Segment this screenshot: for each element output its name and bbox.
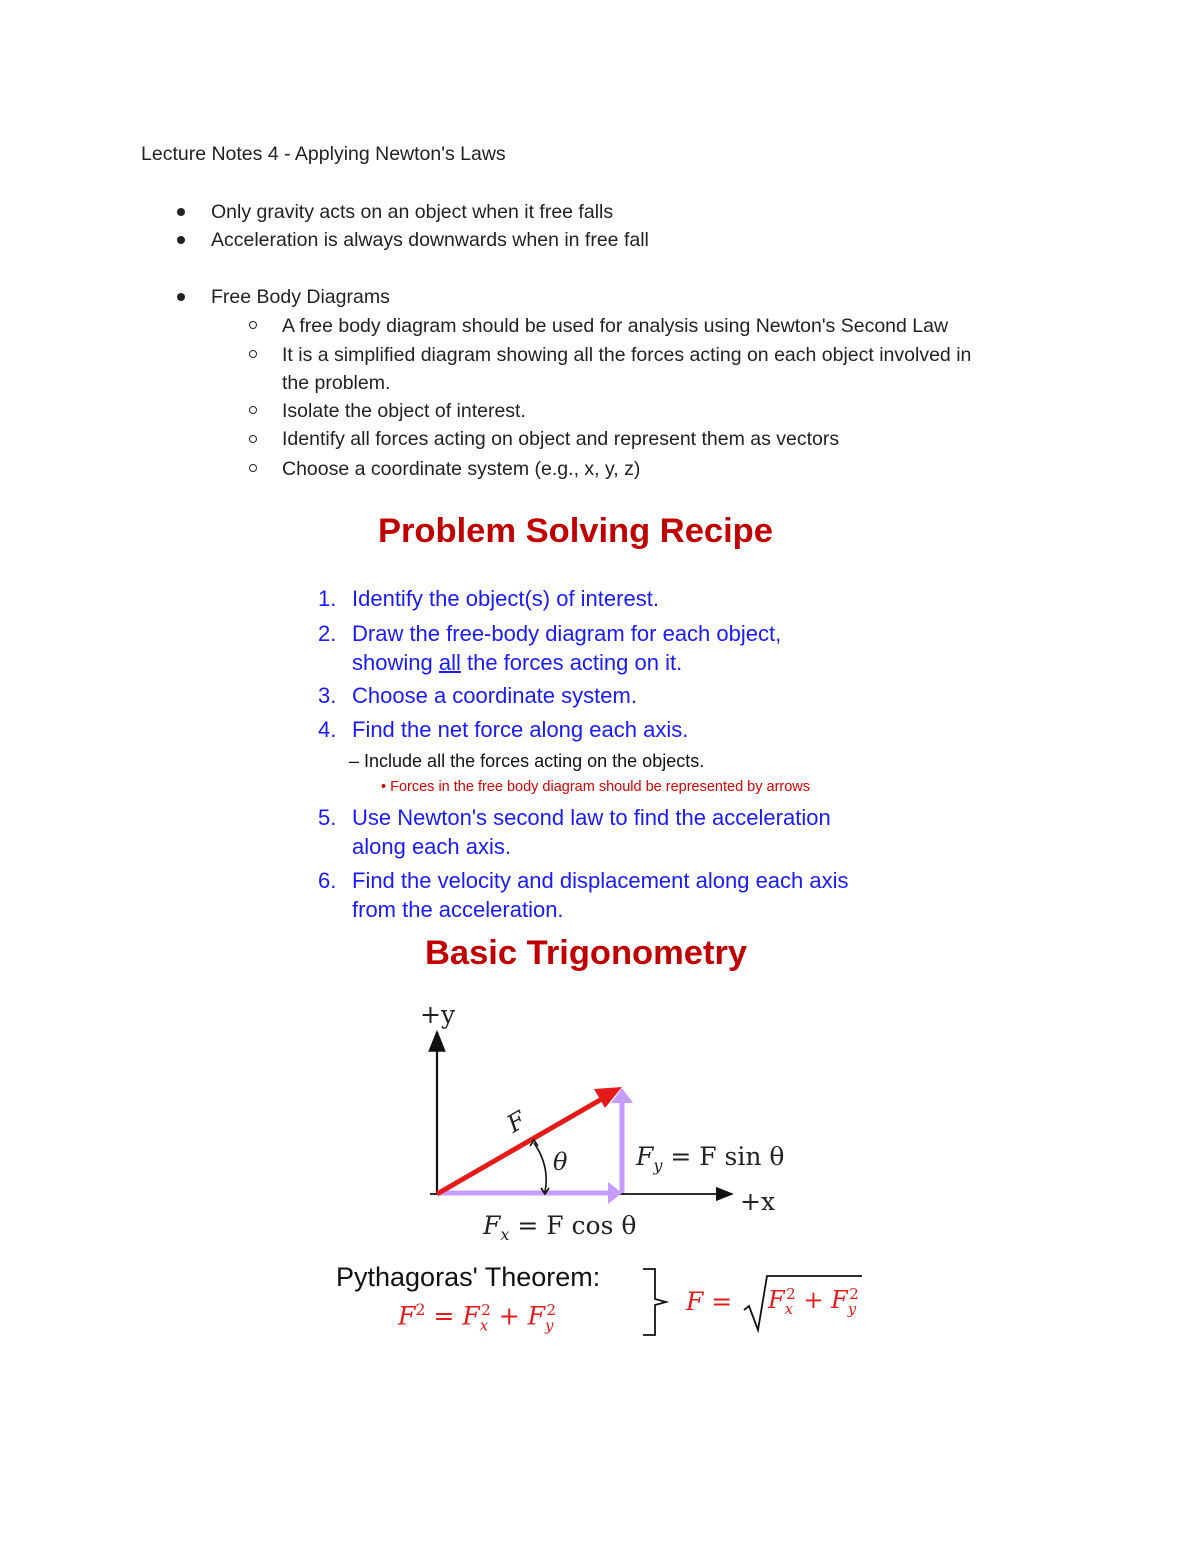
sub-bullet-ring [249, 464, 257, 472]
pythagoras-equation-lhs: F [398, 1301, 416, 1331]
pythagoras-equation-equals: = [433, 1301, 455, 1331]
right-brace [640, 1266, 680, 1338]
step-text-fragment: showing [352, 650, 439, 675]
bullet-dot [177, 208, 185, 216]
sub-bullet-ring [249, 406, 257, 414]
step-sub-sub-note: • Forces in the free body diagram should be represented by arrows [381, 779, 811, 795]
force-vector [437, 1096, 607, 1194]
sub-bullet-item: Isolate the object of interest. [282, 400, 526, 422]
trig-title: Basic Trigonometry [425, 934, 748, 972]
step-text-line2 [352, 648, 682, 677]
bullet-item: Acceleration is always downwards when in free fall [211, 229, 649, 251]
step-text: Identify the object(s) of interest. [352, 586, 659, 611]
step-number: 4. [318, 717, 337, 742]
pythagoras-result-radicand: $F_x^2 + F_y^2$ [768, 1285, 859, 1318]
sub-bullet-ring [249, 321, 257, 329]
step-sub-note: – Include all the forces acting on the objects. [349, 751, 705, 771]
vector-label: F [502, 1105, 531, 1139]
step-text-fragment: the forces acting on it. [460, 650, 683, 675]
document-title: Lecture Notes 4 - Applying Newton's Laws [141, 143, 506, 165]
sub-bullet-item-continued: the problem. [282, 372, 391, 394]
y-axis-label-text: +y [420, 1000, 456, 1029]
sub-bullet-ring [249, 435, 257, 443]
bullet-item: Only gravity acts on an object when it free falls [211, 201, 614, 223]
sub-bullet-item: A free body diagram should be used for analysis using Newton's Second Law [282, 315, 949, 337]
step-number: 5. [318, 805, 337, 830]
fx-equation-rhs: = F cos θ [517, 1211, 637, 1240]
bullet-dot [177, 236, 185, 244]
fy-equation-rhs: = F sin θ [670, 1142, 785, 1171]
sub-bullet-ring [249, 350, 257, 358]
step-text: Find the net force along each axis. [352, 717, 689, 742]
bullet-dot [177, 293, 185, 301]
y-axis-label [420, 1000, 455, 1029]
pythagoras-result-plus: + [803, 1286, 824, 1314]
recipe-title: Problem Solving Recipe [378, 512, 773, 550]
step-text: Use Newton's second law to find the acceleration [352, 805, 831, 830]
x-axis-label-text: +x [740, 1187, 776, 1216]
pythagoras-result-lhs: F = [686, 1287, 733, 1316]
sub-bullet-item: Choose a coordinate system (e.g., x, y, z) [282, 458, 641, 480]
step-number: 6. [318, 868, 337, 893]
sub-bullet-item: Identify all forces acting on object and represent them as vectors [282, 428, 840, 450]
step-number: 1. [318, 586, 337, 611]
step-text-line2: from the acceleration. [352, 897, 564, 922]
sub-bullet-item: It is a simplified diagram showing all the forces acting on each object involved in [282, 344, 972, 366]
step-text-line2: along each axis. [352, 834, 511, 859]
emphasis-all: all [438, 650, 461, 675]
step-text: Draw the free-body diagram for each object, [352, 621, 782, 646]
pythagoras-equation: $F^2 = F_x^2 + F_y^2$ [398, 1300, 556, 1335]
step-text: Find the velocity and displacement along each axis [352, 868, 849, 893]
bullet-heading-free-body: Free Body Diagrams [211, 286, 390, 308]
angle-arc [534, 1143, 546, 1192]
pythagoras-equation-plus: + [498, 1301, 520, 1331]
fy-equation: $F_y = F$ sin θ [636, 1142, 785, 1175]
pythagoras-label: Pythagoras' Theorem: [336, 1262, 601, 1292]
angle-label: θ [553, 1148, 568, 1176]
step-number: 2. [318, 621, 337, 646]
fx-equation: $F_x = F$ cos θ [483, 1211, 637, 1244]
x-axis-label [740, 1187, 775, 1216]
step-text: Choose a coordinate system. [352, 683, 637, 708]
step-number: 3. [318, 683, 337, 708]
